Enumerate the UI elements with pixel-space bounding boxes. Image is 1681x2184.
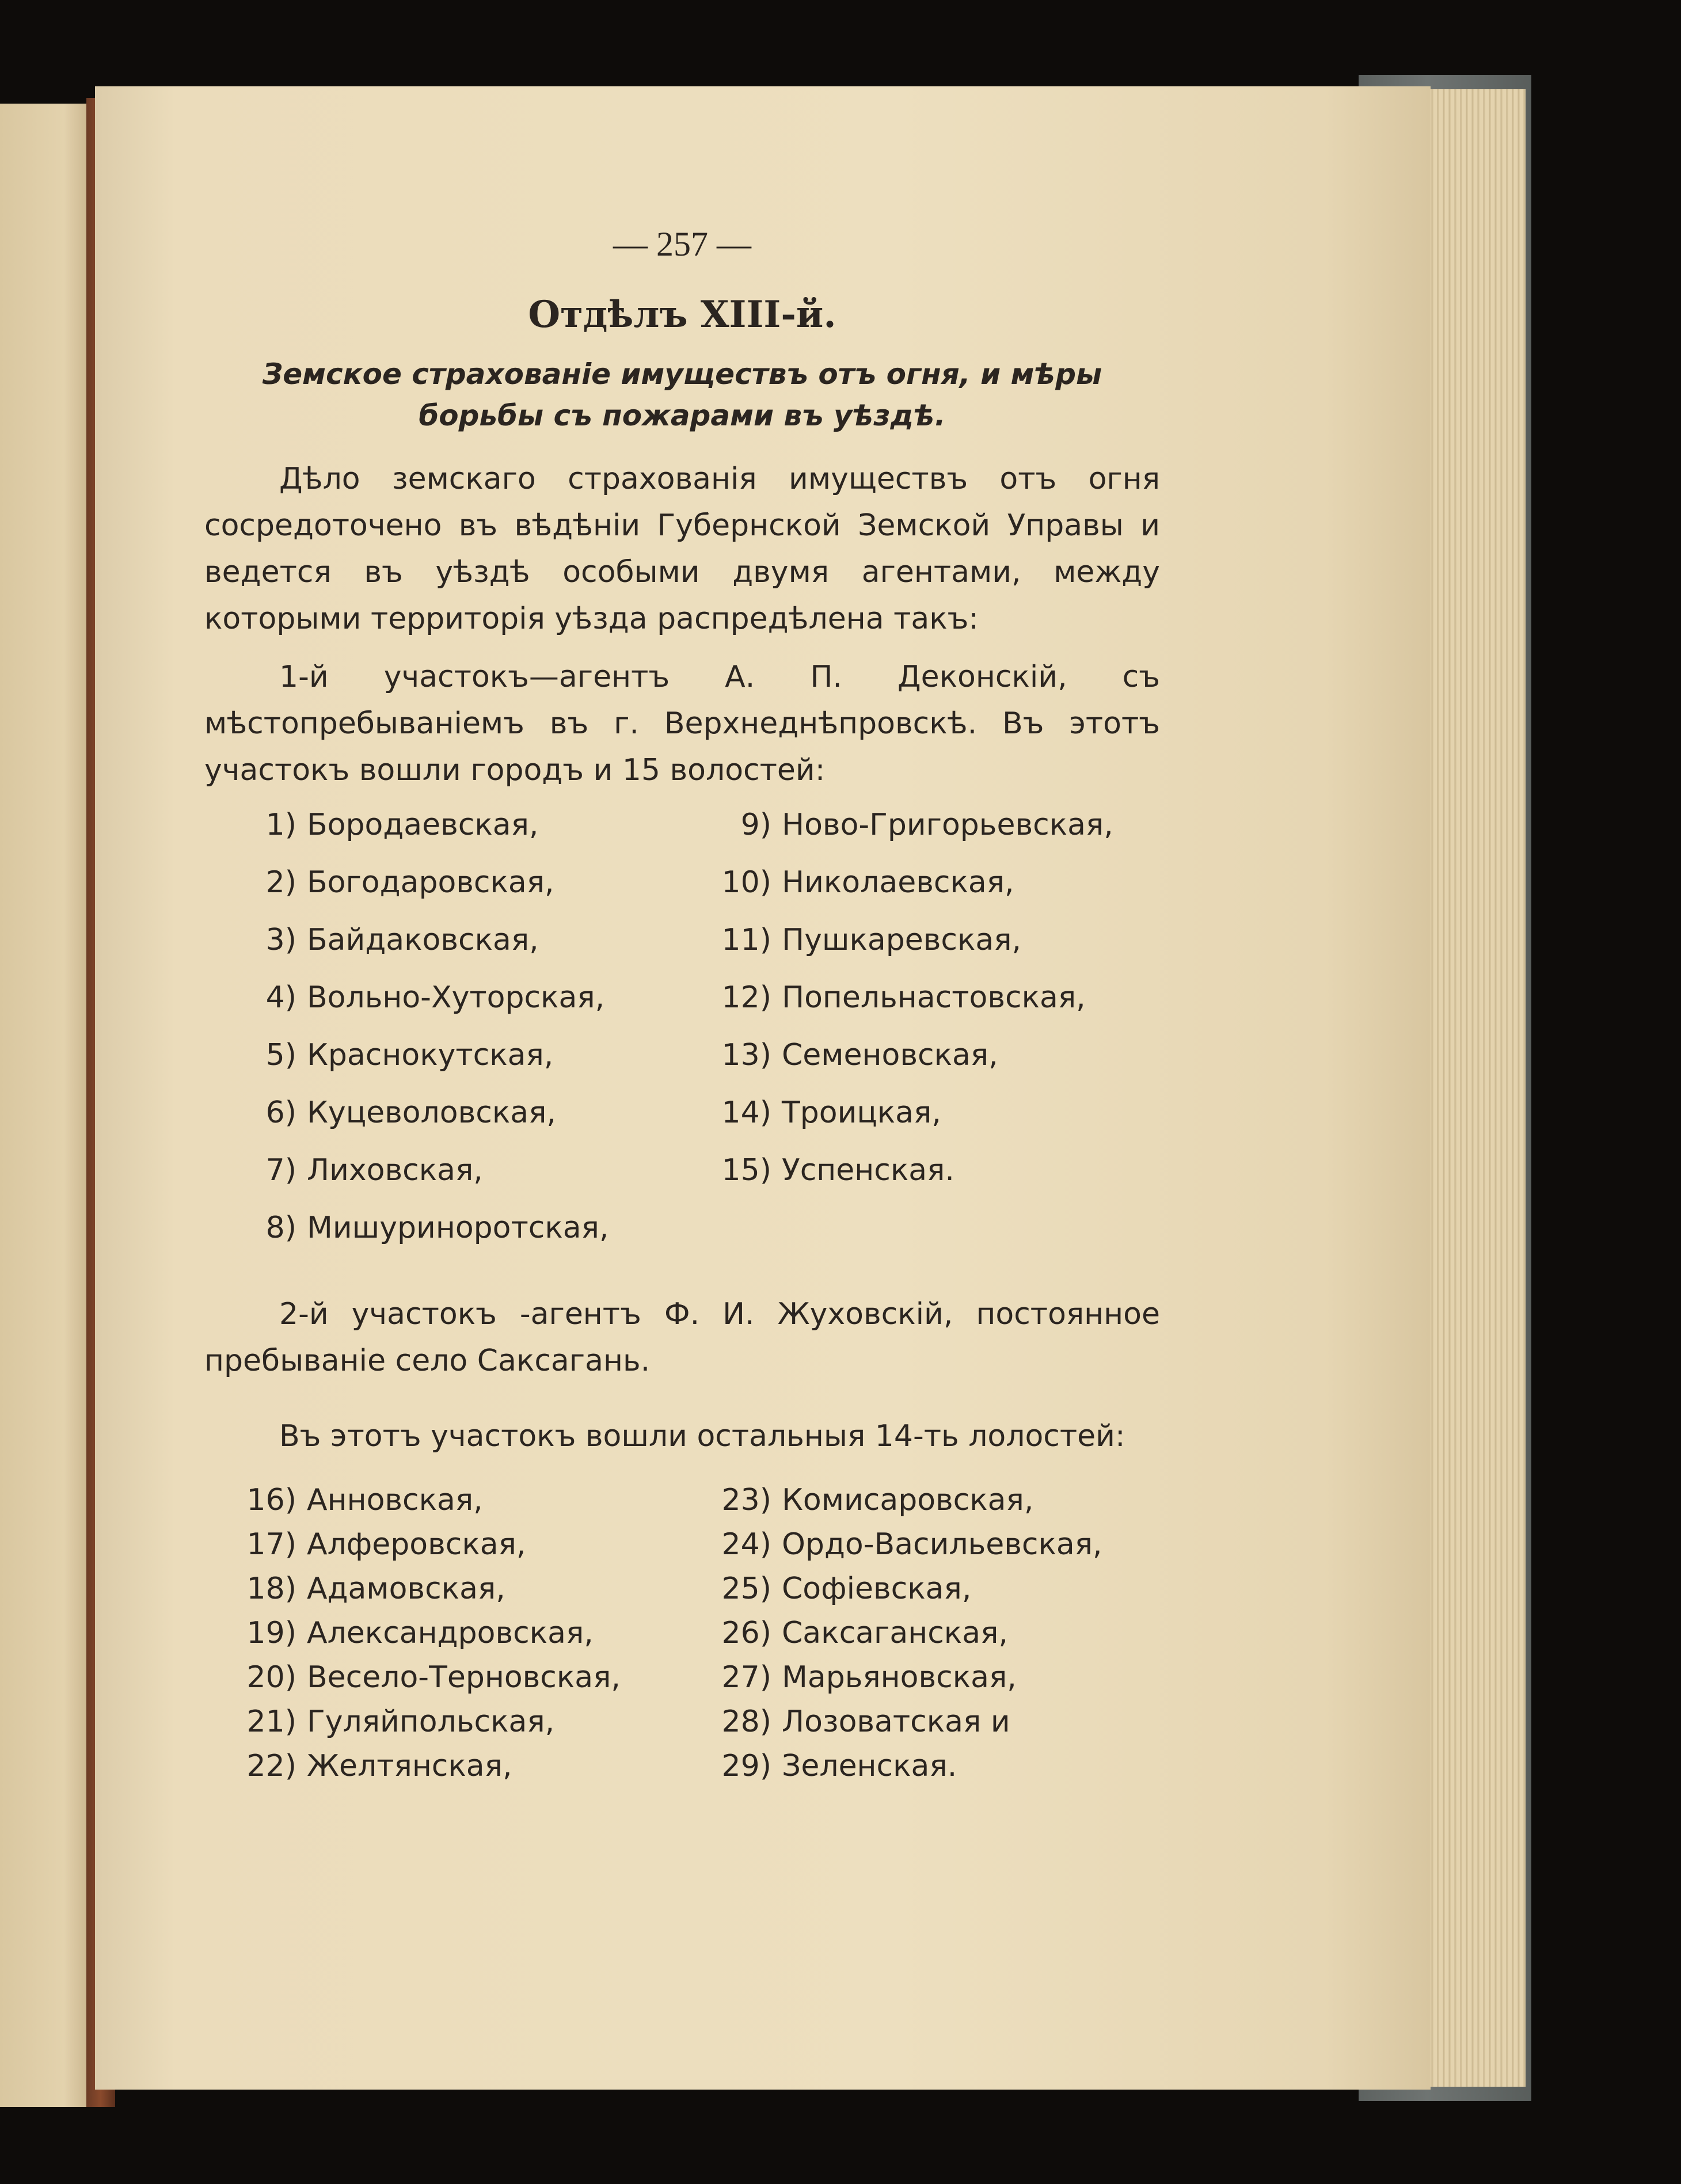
page-number: — 257 — (613, 225, 751, 263)
list-item: 10) Николаевская, (721, 865, 1014, 900)
list-item: 25) Софіевская, (721, 1572, 972, 1606)
paragraph-district-2: 2-й участокъ -агентъ Ф. И. Жуховскій, постоянное пребываніе село Саксагань. (204, 1297, 1160, 1378)
list-item: 9) Ново-Григорьевская, (740, 808, 1113, 842)
list-item: 1) Бородаевская, (265, 808, 539, 842)
list-item: 12) Попельнастовская, (721, 980, 1086, 1015)
list-item: 26) Саксаганская, (721, 1616, 1008, 1650)
paragraph-intro: Дѣло земскаго страхованія имуществъ отъ огня сосредоточено въ вѣдѣніи Губернской Земской Управы и ведется въ уѣздѣ особыми двумя агентами, между которыми территорія уѣзда распредѣлена такъ: (204, 462, 1160, 636)
volost-column-right (662, 808, 1113, 1211)
list-item: 6) Куцеволовская, (265, 1095, 556, 1130)
paragraph-district-2-list-intro: Въ этотъ участокъ вошли остальныя 14-ть лолостей: (279, 1419, 1125, 1454)
list-item: 3) Байдаковская, (265, 923, 539, 957)
list-item: 5) Краснокутская, (265, 1038, 554, 1072)
list-item: 2) Богодаровская, (265, 865, 554, 900)
list-item: 18) Адамовская, (246, 1572, 505, 1606)
list-item: 20) Весело-Терновская, (246, 1660, 621, 1695)
volost-list-district-1 (204, 808, 1160, 1268)
volost-column-left (204, 1483, 621, 1793)
volost-column-left (204, 808, 608, 1268)
volost-column-right (662, 1483, 1102, 1793)
section-subtitle (204, 353, 1160, 436)
list-item: 23) Комисаровская, (721, 1483, 1034, 1517)
list-item: 17) Алферовская, (246, 1527, 526, 1562)
list-item: 8) Мишуриноротская, (265, 1211, 609, 1245)
list-item: 22) Желтянская, (246, 1749, 512, 1783)
subtitle-line-1: Земское страхованіе имуществъ отъ огня, и мѣры (262, 357, 1102, 391)
subtitle-line-2: борьбы съ пожарами въ уѣздѣ. (419, 399, 946, 432)
section-title: Отдѣлъ XIII-й. (528, 293, 836, 336)
paragraph-district-1: 1-й участокъ—агентъ А. П. Деконскій, съ мѣстопребываніемъ въ г. Верхнеднѣпровскѣ. Въ этотъ участокъ вошли городъ и 15 волостей: (204, 660, 1160, 787)
list-item: 19) Александровская, (246, 1616, 594, 1650)
list-item: 11) Пушкаревская, (721, 923, 1022, 957)
list-item: 29) Зеленская. (721, 1749, 957, 1783)
list-item: 27) Марьяновская, (721, 1660, 1017, 1695)
list-item: 28) Лозоватская и (721, 1704, 1010, 1739)
list-item: 15) Успенская. (721, 1153, 954, 1188)
list-item: 24) Ордо-Васильевская, (721, 1527, 1102, 1562)
volost-list-district-2 (204, 1483, 1160, 1794)
list-item: 13) Семеновская, (721, 1038, 998, 1072)
list-item: 14) Троицкая, (721, 1095, 941, 1130)
list-item: 21) Гуляйпольская, (246, 1704, 555, 1739)
list-item: 7) Лиховская, (265, 1153, 483, 1188)
list-item: 16) Анновская, (246, 1483, 483, 1517)
list-item: 4) Вольно-Хуторская, (265, 980, 605, 1015)
page-content (204, 225, 1160, 1794)
